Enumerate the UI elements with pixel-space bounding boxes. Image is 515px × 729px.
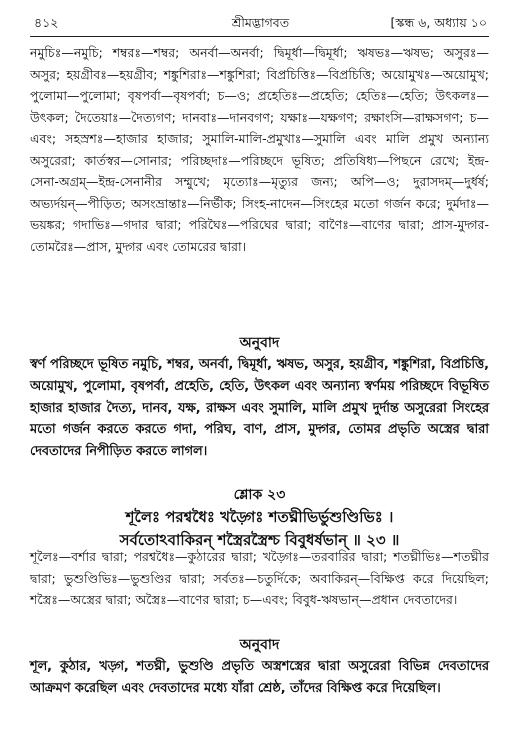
verse-line-2: সর্বতোঽবাকিরন্ শস্ত্রৈরস্ত্রৈশ্চ বিবুধর্ষভান্ ॥ ২৩ ॥ xyxy=(119,531,400,549)
translation-heading: অনুবাদ xyxy=(239,637,280,653)
synonyms-paragraph: শূলৈঃ—বর্শার দ্বারা; পরশ্বধৈঃ—কুঠারের দ্বারা; খড়্গৈঃ—তরবারির দ্বারা; শতঘ্নীভিঃ—শতঘ্নীর দ্বারা; ভুশুণ্ডিভিঃ—ভুশুণ্ডির দ্বারা; সর্বতঃ—চতুর্দিকে; অবাকিরন্—বিক্ষিপ্ত করে দিয়েছিল; শস্ত্রৈঃ—অস্ত্রের দ্বারা; অস্ত্রৈঃ—বাণের দ্বারা; চ—এবং; বিবুধ-ঋষভান্—প্রধান দেবতাদের। xyxy=(30,549,489,607)
synonyms-section-bottom xyxy=(30,546,489,611)
verse-heading: শ্লোক ২৩ xyxy=(233,487,286,503)
translation-paragraph: শূল, কুঠার, খড়্গ, শতঘ্নী, ভুশুণ্ডি প্রভৃতি অস্ত্রশস্ত্রের দ্বারা অসুরেরা বিভিন্ন দেবতাদের আক্রমণ করেছিল এবং দেবতাদের মধ্যে যাঁরা শ্রেষ্ঠ, তাঁদের বিক্ষিপ্ত করে দিয়েছিল। xyxy=(30,659,489,696)
synonyms-paragraph: নমুচিঃ—নমুচি; শম্বরঃ—শম্বর; অনর্বা—অনর্বা; দ্বিমূর্ধা—দ্বিমূর্ধা; ঋষভঃ—ঋষভ; অসুরঃ—অসুর; হয়গ্রীবঃ—হয়গ্রীব; শঙ্কুশিরাঃ—শঙ্কুশিরা; বিপ্রচিত্তিঃ—বিপ্রচিত্তি; অয়োমুখঃ—অয়োমুখ; পুলোমা—পুলোমা; বৃষপর্বা—বৃষপর্বা; চ—ও; প্রহেতিঃ—প্রহেতি; হেতিঃ—হেতি; উৎকলঃ—উৎকল; দৈতেয়াঃ—দৈত্যগণ; দানবাঃ—দানবগণ; যক্ষাঃ—যক্ষগণ; রক্ষাংসি—রাক্ষসগণ; চ—এবং; সহস্রশঃ—হাজার হাজার; সুমালি-মালি-প্রমুখাঃ—সুমালি এবং মালি প্রমুখ অন্যান্য অসুরেরা; কার্তস্বর—সোনার; পরিচ্ছদাঃ—পরিচ্ছদে ভূষিত; প্রতিষিধ্য—পিছনে রেখে; ইন্দ্র-সেনা-অগ্রম্—ইন্দ্র-সেনানীর সম্মুখে; মৃত্যোঃ—মৃত্যুর জন্য; অপি—ও; দুরাসদম্—দুর্ধর্ষ; অভ্যর্দয়ন্—পীড়িত; অসংভ্রান্তাঃ—নির্ভীক; সিংহ-নাদেন—সিংহের মতো গর্জন করে; দুর্মদাঃ—ভয়ঙ্কর; গদাভিঃ—গদার দ্বারা; পরিঘৈঃ—পরিঘের দ্বারা; বাণৈঃ—বাণের দ্বারা; প্রাস-মুদ্গর-তোমরৈঃ—প্রাস, মুদ্গর এবং তোমরের দ্বারা। xyxy=(30,45,489,254)
book-title: শ্রীমদ্ভাগবত xyxy=(231,15,290,30)
header-rule xyxy=(30,36,489,37)
page-number: ৪১২ xyxy=(34,15,59,30)
chapter-reference: [স্কন্ধ ৬, অধ্যায় ১০ xyxy=(390,15,487,30)
synonyms-section-top xyxy=(30,42,489,257)
translation-paragraph: স্বর্ণ পরিচ্ছদে ভূষিত নমুচি, শম্বর, অনর্বা, দ্বিমূর্ধা, ঋষভ, অসুর, হয়গ্রীব, শঙ্কুশিরা, বিপ্রচিত্তি, অয়োমুখ, পুলোমা, বৃষপর্বা, প্রহেতি, হেতি, উৎকল এবং অন্যান্য স্বর্ণময় পরিচ্ছদে বিভূষিত হাজার হাজার দৈত্য, দানব, যক্ষ, রাক্ষস এবং সুমালি, মালি প্রমুখ দুর্দান্ত অসুরেরা সিংহের মতো গর্জন করতে করতে গদা, পরিঘ, বাণ, প্রাস, মুদ্গর, তোমর প্রভৃতি অস্ত্রের দ্বারা দেবতাদের নিপীড়িত করতে লাগল। xyxy=(30,357,489,460)
translation-heading: অনুবাদ xyxy=(239,335,280,351)
running-header xyxy=(34,14,487,32)
verse-line-1: শূলৈঃ পরশ্বধৈঃ খড়্গৈঃ শতঘ্নীভির্ভুশুণ্ডিভিঃ । xyxy=(125,508,394,526)
